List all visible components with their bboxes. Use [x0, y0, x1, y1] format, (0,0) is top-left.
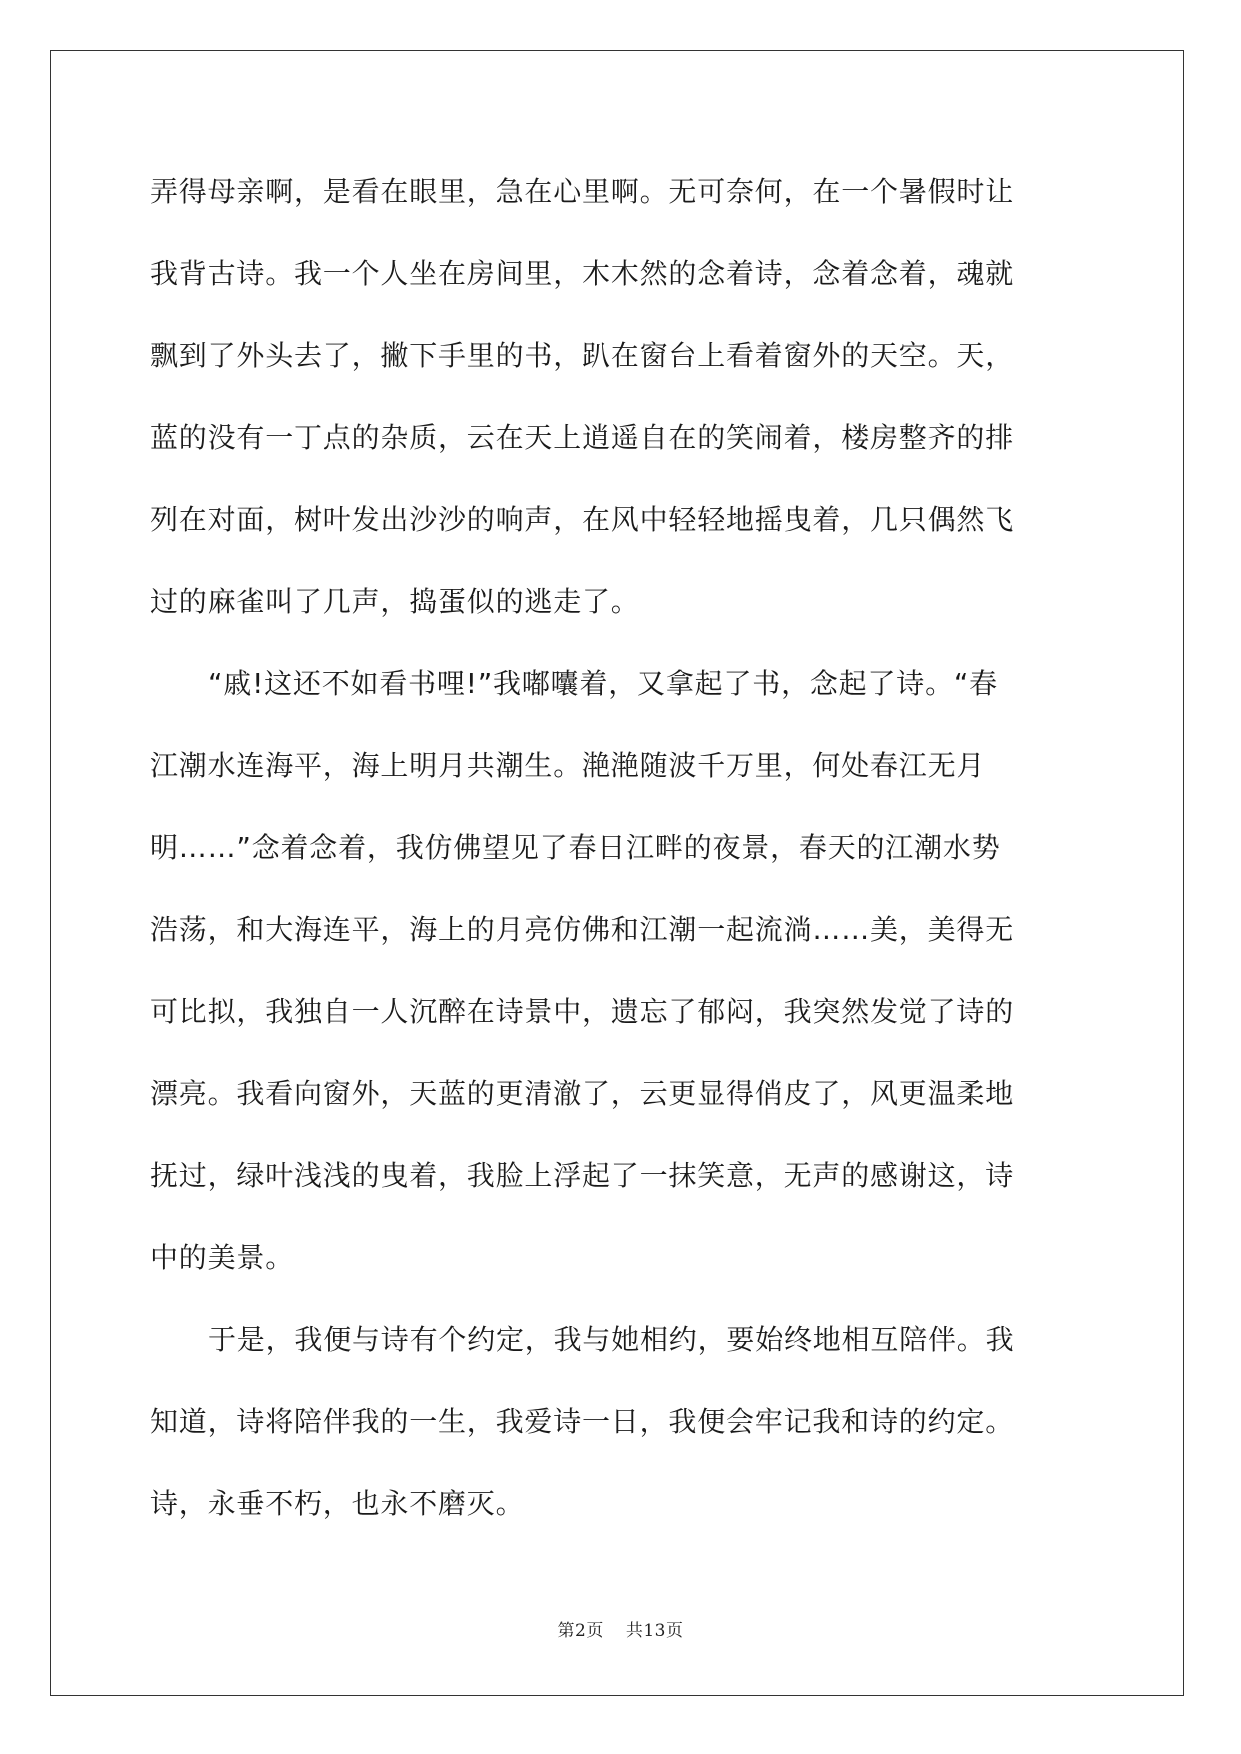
page-total: 共13页: [625, 1621, 684, 1641]
text-line: 明……”念着念着，我仿佛望见了春日江畔的夜景，春天的江潮水势: [150, 831, 1001, 864]
text-line: 中的美景。: [150, 1241, 295, 1274]
text-line: 可比拟，我独自一人沉醉在诗景中，遗忘了郁闷，我突然发觉了诗的: [150, 995, 1015, 1028]
text-line: 诗，永垂不朽，也永不磨灭。: [150, 1487, 525, 1520]
document-body: [150, 151, 1090, 1545]
text-line: 列在对面，树叶发出沙沙的响声，在风中轻轻地摇曳着，几只偶然飞: [150, 503, 1015, 536]
text-line: 江潮水连海平，海上明月共潮生。滟滟随波千万里，何处春江无月: [150, 749, 986, 782]
paragraph-1: [150, 151, 1090, 643]
text-line: 飘到了外头去了，撇下手里的书，趴在窗台上看着窗外的天空。天，: [150, 339, 1015, 372]
paragraph-2: [150, 643, 1090, 1299]
paragraph-3: [150, 1299, 1090, 1545]
text-line: 于是，我便与诗有个约定，我与她相约，要始终地相互陪伴。我: [208, 1323, 1015, 1356]
text-line: 知道，诗将陪伴我的一生，我爱诗一日，我便会牢记我和诗的约定。: [150, 1405, 1015, 1438]
page-footer: [0, 1616, 1241, 1641]
text-line: 蓝的没有一丁点的杂质，云在天上逍遥自在的笑闹着，楼房整齐的排: [150, 421, 1015, 454]
text-line: “戚!这还不如看书哩!”我嘟囔着，又拿起了书，念起了诗。“春: [208, 667, 998, 700]
text-line: 弄得母亲啊，是看在眼里，急在心里啊。无可奈何，在一个暑假时让: [150, 175, 1015, 208]
text-line: 抚过，绿叶浅浅的曳着，我脸上浮起了一抹笑意，无声的感谢这，诗: [150, 1159, 1015, 1192]
text-line: 漂亮。我看向窗外，天蓝的更清澈了，云更显得俏皮了，风更温柔地: [150, 1077, 1015, 1110]
text-line: 我背古诗。我一个人坐在房间里，木木然的念着诗，念着念着，魂就: [150, 257, 1015, 290]
text-line: 过的麻雀叫了几声，捣蛋似的逃走了。: [150, 585, 640, 618]
text-line: 浩荡，和大海连平，海上的月亮仿佛和江潮一起流淌……美，美得无: [150, 913, 1015, 946]
page-number: 第2页: [557, 1621, 604, 1641]
